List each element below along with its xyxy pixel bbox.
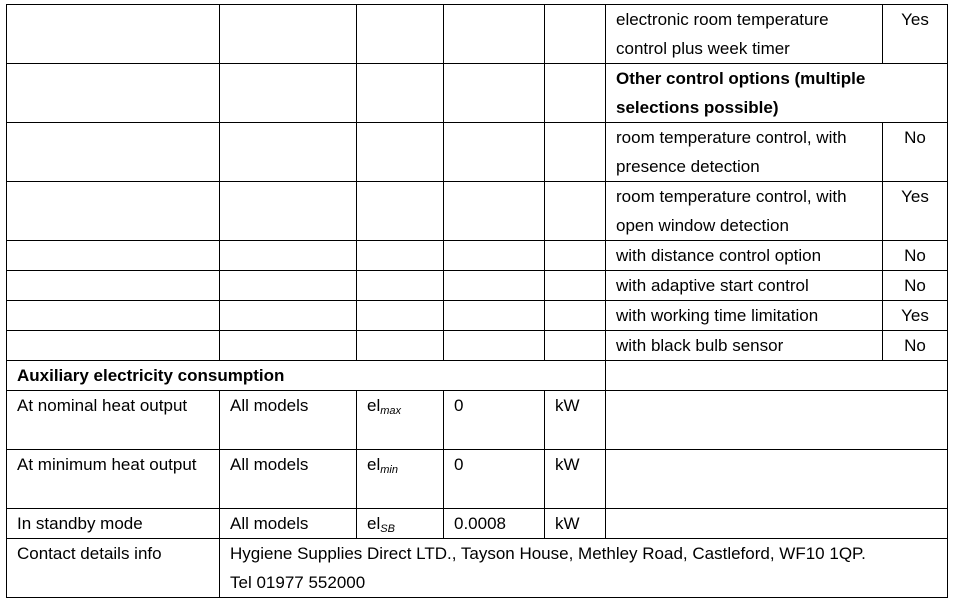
aux-row-nominal [7, 391, 948, 450]
control-label: with working time limitation [606, 301, 883, 331]
aux-models: All models [220, 450, 357, 509]
contact-label: Contact details info [7, 539, 220, 598]
control-options-heading: Other control options (multiple selections possible) [606, 64, 948, 123]
control-label: with black bulb sensor [606, 331, 883, 361]
control-value: Yes [883, 301, 948, 331]
spec-table [6, 4, 948, 598]
control-label: electronic room temperature control plus week timer [606, 5, 883, 64]
control-row-presence [7, 123, 948, 182]
aux-value: 0 [444, 391, 545, 450]
aux-unit: kW [545, 391, 606, 450]
control-row-black-bulb [7, 331, 948, 361]
control-value: No [883, 271, 948, 301]
control-row-open-window [7, 182, 948, 241]
contact-row [7, 539, 948, 598]
control-label: room temperature control, with open window detection [606, 182, 883, 241]
aux-models: All models [220, 509, 357, 539]
aux-symbol: $el_{max}$ [357, 391, 444, 450]
control-value: Yes [883, 182, 948, 241]
control-row-week-timer [7, 5, 948, 64]
aux-models: All models [220, 391, 357, 450]
aux-value: 0 [444, 450, 545, 509]
control-row-adaptive-start [7, 271, 948, 301]
contact-details [220, 539, 948, 598]
aux-section-title: Auxiliary electricity consumption [7, 361, 606, 391]
control-value: No [883, 241, 948, 271]
control-value: Yes [883, 5, 948, 64]
control-value: No [883, 331, 948, 361]
aux-row-minimum [7, 450, 948, 509]
aux-unit: kW [545, 509, 606, 539]
control-row-working-time [7, 301, 948, 331]
control-options-heading-row [7, 64, 948, 123]
aux-section-row [7, 361, 948, 391]
aux-label: At nominal heat output [7, 391, 220, 450]
control-row-distance [7, 241, 948, 271]
control-label: with distance control option [606, 241, 883, 271]
aux-row-standby [7, 509, 948, 539]
aux-symbol: $el_{SB}$ [357, 509, 444, 539]
aux-unit: kW [545, 450, 606, 509]
control-value: No [883, 123, 948, 182]
control-label: room temperature control, with presence detection [606, 123, 883, 182]
contact-address: Hygiene Supplies Direct LTD., Tayson House, Methley Road, Castleford, WF10 1QP. [230, 544, 866, 563]
aux-label: At minimum heat output [7, 450, 220, 509]
aux-label: In standby mode [7, 509, 220, 539]
contact-phone: Tel 01977 552000 [230, 573, 366, 592]
aux-symbol: $el_{min}$ [357, 450, 444, 509]
control-label: with adaptive start control [606, 271, 883, 301]
aux-value: 0.0008 [444, 509, 545, 539]
